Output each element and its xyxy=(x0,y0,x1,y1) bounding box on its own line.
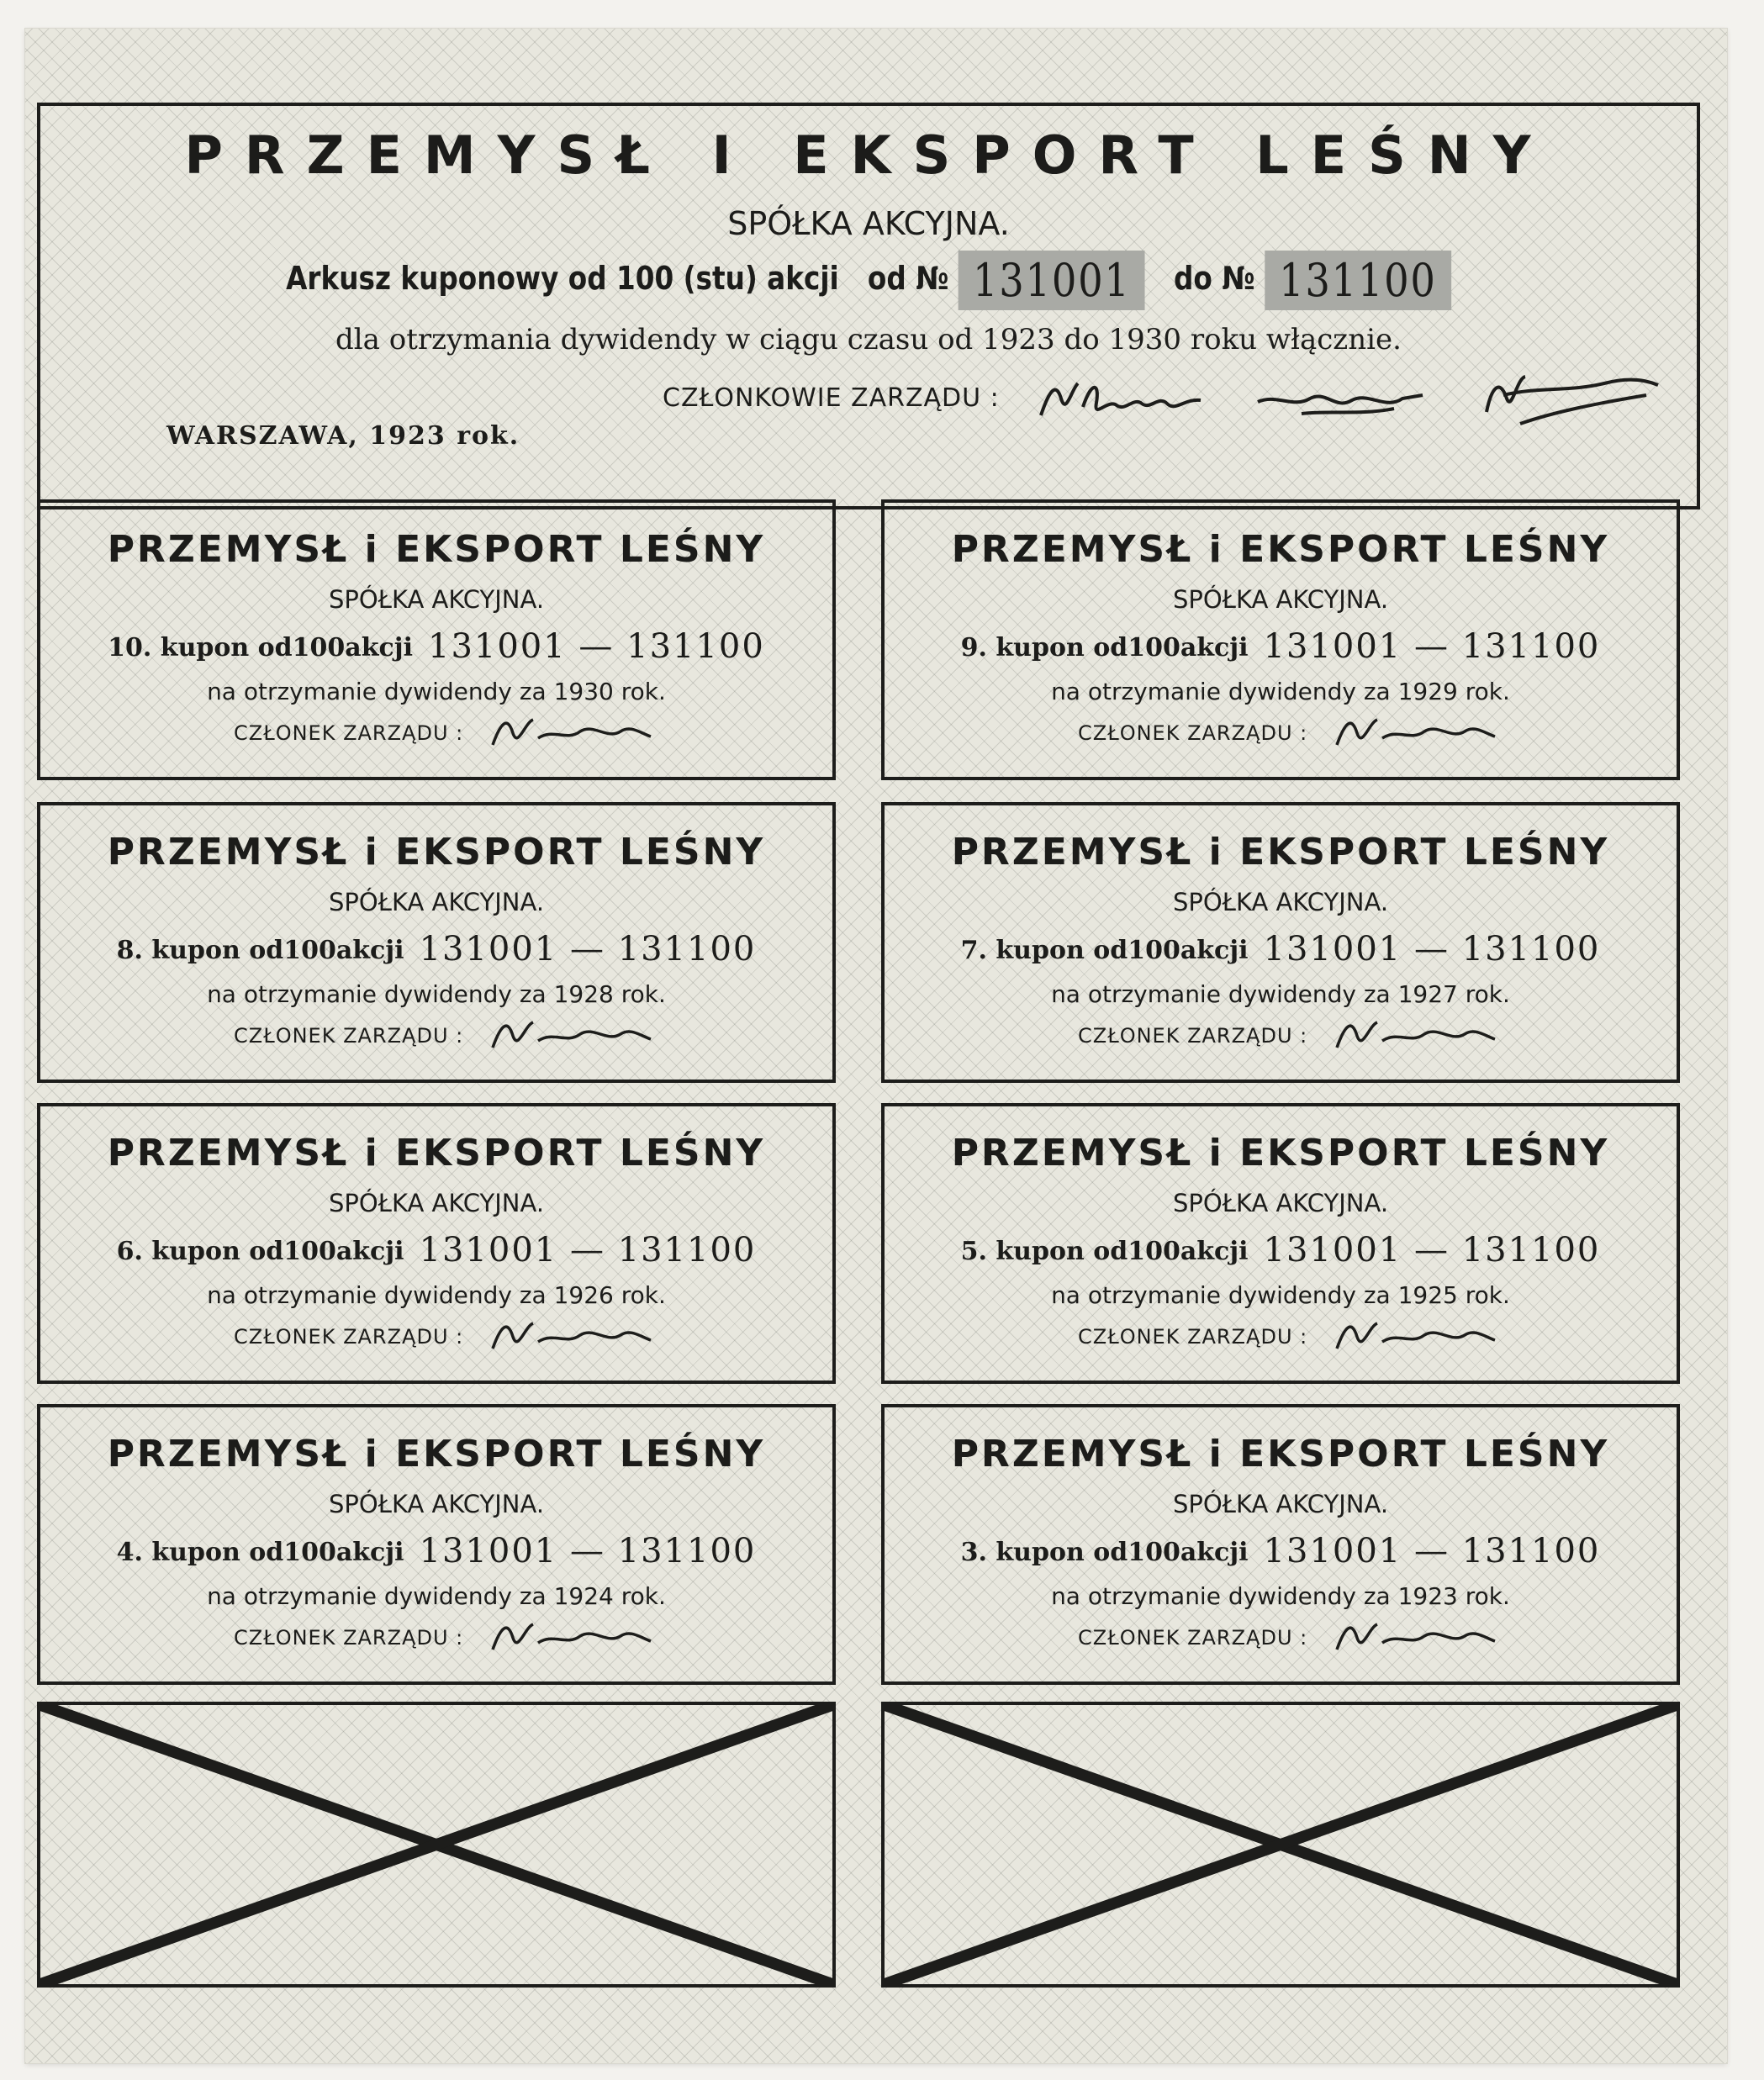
place-date: WARSZAWA, 1923 rok. xyxy=(166,421,520,451)
coupon-member-label: CZŁONEK ZARZĄDU : xyxy=(1078,1024,1308,1048)
coupon-signature xyxy=(486,1011,654,1061)
coupon-number-line xyxy=(40,627,832,666)
coupon-label: 9. kupon od100akcji xyxy=(960,633,1249,663)
coupon-number-line xyxy=(885,1532,1677,1571)
coupon-subtitle: SPÓŁKA AKCYJNA. xyxy=(1172,888,1389,916)
coupon-title: PRZEMYSŁ i EKSPORT LEŚNY xyxy=(951,528,1610,571)
coupon-box xyxy=(881,499,1680,780)
coupon-dividend-text: na otrzymanie dywidendy za 1925 rok. xyxy=(1051,1281,1510,1309)
coupon-box xyxy=(881,1103,1680,1384)
coupon-signature xyxy=(486,1613,654,1663)
coupon-title: PRZEMYSŁ i EKSPORT LEŚNY xyxy=(107,831,766,874)
to-number: 131100 xyxy=(1265,251,1451,310)
coupon-title: PRZEMYSŁ i EKSPORT LEŚNY xyxy=(107,528,766,571)
coupon-label: 7. kupon od100akcji xyxy=(960,936,1249,965)
coupon-member-label: CZŁONEK ZARZĄDU : xyxy=(234,1626,464,1650)
cancelled-coupon-right xyxy=(881,1702,1680,1988)
coupon-box xyxy=(881,1404,1680,1685)
coupon-title: PRZEMYSŁ i EKSPORT LEŚNY xyxy=(951,831,1610,874)
coupon-number-line xyxy=(40,1532,832,1571)
from-label: od № xyxy=(867,260,949,297)
coupon-label: 3. kupon od100akcji xyxy=(960,1538,1249,1567)
coupon-member-label: CZŁONEK ZARZĄDU : xyxy=(234,1024,464,1048)
coupon-subtitle: SPÓŁKA AKCYJNA. xyxy=(328,1490,545,1518)
coupon-subtitle: SPÓŁKA AKCYJNA. xyxy=(328,585,545,614)
company-subtitle: SPÓŁKA AKCYJNA. xyxy=(727,205,1010,242)
coupon-title: PRZEMYSŁ i EKSPORT LEŚNY xyxy=(951,1132,1610,1175)
coupon-signature xyxy=(1330,1613,1498,1663)
coupon-member-label: CZŁONEK ZARZĄDU : xyxy=(1078,1626,1308,1650)
coupon-dividend-text: na otrzymanie dywidendy za 1930 rok. xyxy=(207,678,666,705)
header-box xyxy=(37,103,1700,509)
coupon-subtitle: SPÓŁKA AKCYJNA. xyxy=(1172,1490,1389,1518)
coupon-subtitle: SPÓŁKA AKCYJNA. xyxy=(328,1189,545,1217)
company-title: PRZEMYSŁ I EKSPORT LEŚNY xyxy=(184,124,1553,186)
coupon-box xyxy=(37,1404,836,1685)
coupon-title: PRZEMYSŁ i EKSPORT LEŚNY xyxy=(107,1433,766,1476)
coupon-range: 131001 — 131100 xyxy=(428,627,765,666)
coupon-signature xyxy=(1330,1011,1498,1061)
coupon-box xyxy=(37,1103,836,1384)
coupon-title: PRZEMYSŁ i EKSPORT LEŚNY xyxy=(107,1132,766,1175)
coupon-member-label: CZŁONEK ZARZĄDU : xyxy=(1078,1325,1308,1349)
cancelled-coupon-left xyxy=(37,1702,836,1988)
coupon-number-line xyxy=(40,1231,832,1270)
coupon-title: PRZEMYSŁ i EKSPORT LEŚNY xyxy=(951,1433,1610,1476)
coupon-label: 5. kupon od100akcji xyxy=(960,1237,1249,1266)
coupon-range: 131001 — 131100 xyxy=(1263,627,1601,666)
coupon-label: 4. kupon od100akcji xyxy=(116,1538,404,1567)
coupon-box xyxy=(37,802,836,1083)
sheet-range-line xyxy=(156,251,1581,310)
coupon-number-line xyxy=(885,1231,1677,1270)
coupon-range: 131001 — 131100 xyxy=(419,1532,757,1571)
dividend-period-text: dla otrzymania dywidendy w ciągu czasu od 1923 do 1930 roku włącznie. xyxy=(335,323,1402,356)
signature-1 xyxy=(1033,373,1209,432)
coupon-range: 131001 — 131100 xyxy=(419,930,757,969)
sheet-label: Arkusz kuponowy od 100 (stu) akcji xyxy=(286,260,839,297)
signature-2 xyxy=(1251,377,1428,427)
coupon-box xyxy=(881,802,1680,1083)
coupon-range: 131001 — 131100 xyxy=(1263,930,1601,969)
coupon-box xyxy=(37,499,836,780)
coupon-subtitle: SPÓŁKA AKCYJNA. xyxy=(1172,585,1389,614)
coupon-label: 10. kupon od100akcji xyxy=(108,633,413,663)
coupon-member-label: CZŁONEK ZARZĄDU : xyxy=(1078,721,1308,745)
coupon-label: 8. kupon od100akcji xyxy=(116,936,404,965)
coupon-member-label: CZŁONEK ZARZĄDU : xyxy=(234,1325,464,1349)
coupon-number-line xyxy=(885,627,1677,666)
coupon-label: 6. kupon od100akcji xyxy=(116,1237,404,1266)
coupon-dividend-text: na otrzymanie dywidendy za 1929 rok. xyxy=(1051,678,1510,705)
coupon-signature xyxy=(486,1312,654,1362)
coupon-signature xyxy=(1330,708,1498,758)
coupon-sheet xyxy=(25,29,1727,2063)
from-number: 131001 xyxy=(959,251,1145,310)
coupon-dividend-text: na otrzymanie dywidendy za 1924 rok. xyxy=(207,1582,666,1610)
coupon-member-label: CZŁONEK ZARZĄDU : xyxy=(234,721,464,745)
signature-3 xyxy=(1470,362,1663,437)
coupon-dividend-text: na otrzymanie dywidendy za 1927 rok. xyxy=(1051,980,1510,1008)
coupon-subtitle: SPÓŁKA AKCYJNA. xyxy=(328,888,545,916)
coupon-number-line xyxy=(40,930,832,969)
coupon-signature xyxy=(486,708,654,758)
coupon-subtitle: SPÓŁKA AKCYJNA. xyxy=(1172,1189,1389,1217)
coupon-dividend-text: na otrzymanie dywidendy za 1923 rok. xyxy=(1051,1582,1510,1610)
coupon-range: 131001 — 131100 xyxy=(1263,1532,1601,1571)
coupon-signature xyxy=(1330,1312,1498,1362)
to-label: do № xyxy=(1173,260,1255,297)
board-members-label: CZŁONKOWIE ZARZĄDU : xyxy=(663,383,1000,413)
coupon-dividend-text: na otrzymanie dywidendy za 1926 rok. xyxy=(207,1281,666,1309)
coupon-range: 131001 — 131100 xyxy=(419,1231,757,1270)
coupon-dividend-text: na otrzymanie dywidendy za 1928 rok. xyxy=(207,980,666,1008)
coupon-range: 131001 — 131100 xyxy=(1263,1231,1601,1270)
coupon-number-line xyxy=(885,930,1677,969)
